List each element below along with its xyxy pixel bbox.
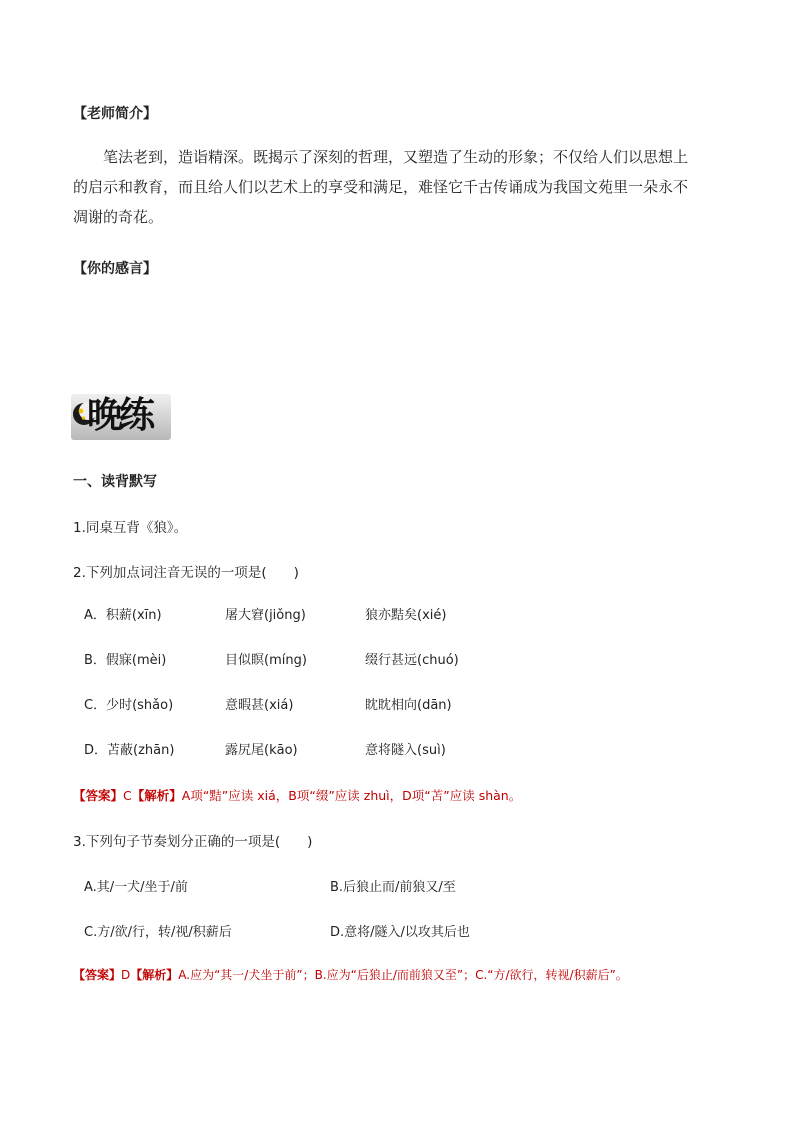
teacher-intro-paragraph xyxy=(73,142,733,232)
teacher-intro-line-2: 的启示和教育，而且给人们以艺术上的享受和满足，难怪它千古传诵成为我国文苑里一朵永不 xyxy=(73,178,689,196)
your-thoughts-heading: 【你的感言】 xyxy=(73,261,157,277)
q2-analysis-label: 【解析】 xyxy=(131,788,182,803)
q3-option-b: B.后狼止而/前狼又/至 xyxy=(330,880,456,895)
q2-answer-letter: C xyxy=(123,788,132,803)
q2-option-a1: A．积薪(xīn) xyxy=(84,608,162,623)
q2-option-c3: 眈眈相向(dān) xyxy=(365,698,452,713)
q3-stem: 3.下列句子节奏划分正确的一项是( ) xyxy=(73,834,313,850)
q1-text: 1.同桌互背《狼》。 xyxy=(73,520,188,536)
q3-answer xyxy=(73,966,628,983)
section1-title: 一、读背默写 xyxy=(73,474,157,490)
q2-option-b1: B．假寐(mèi) xyxy=(84,653,167,668)
q3-option-a: A.其/一犬/坐于/前 xyxy=(84,880,188,895)
q3-option-d: D.意将/隧入/以攻其后也 xyxy=(330,925,470,940)
q2-option-a3: 狼亦黠矣(xié) xyxy=(365,608,447,623)
teacher-intro-line-1: 笔法老到，造诣精深。既揭示了深刻的哲理，又塑造了生动的形象；不仅给人们以思想上 xyxy=(103,148,689,166)
logo-text: 晚练 xyxy=(87,395,152,436)
q2-option-c1: C．少时(shǎo) xyxy=(84,698,174,713)
evening-practice-logo xyxy=(71,394,171,440)
q2-stem: 2.下列加点词注音无误的一项是( ) xyxy=(73,565,299,581)
q2-option-b2: 目似瞑(míng) xyxy=(225,653,307,668)
q3-answer-label: 【答案】 xyxy=(73,968,122,982)
q2-analysis-text: A项“黠”应读 xiá，B项“缀”应读 zhuì，D项“苫”应读 shàn。 xyxy=(181,788,522,803)
q3-option-c: C.方/欲/行，转/视/积薪后 xyxy=(84,925,232,940)
q2-option-b3: 缀行甚远(chuó) xyxy=(365,653,459,668)
q2-option-d2: 露尻尾(kāo) xyxy=(225,743,298,758)
q2-option-c2: 意暇甚(xiá) xyxy=(225,698,294,713)
q2-option-d3: 意将隧入(suì) xyxy=(365,743,446,758)
q2-answer xyxy=(73,786,521,804)
q3-analysis-text: A.应为“其一/犬坐于前”；B.应为“后狼止/而前狼又至”；C.“方/欲行，转视/积薪后”。 xyxy=(178,968,628,982)
q3-answer-letter: D xyxy=(121,968,131,982)
teacher-intro-line-3: 凋谢的奇花。 xyxy=(73,208,164,226)
q2-option-a2: 屠大窘(jiǒng) xyxy=(225,608,306,623)
q3-analysis-label: 【解析】 xyxy=(130,968,179,982)
q2-answer-label: 【答案】 xyxy=(73,788,124,803)
q2-option-d1: D．苫蔽(zhān) xyxy=(84,743,175,758)
teacher-intro-heading: 【老师简介】 xyxy=(73,106,157,122)
